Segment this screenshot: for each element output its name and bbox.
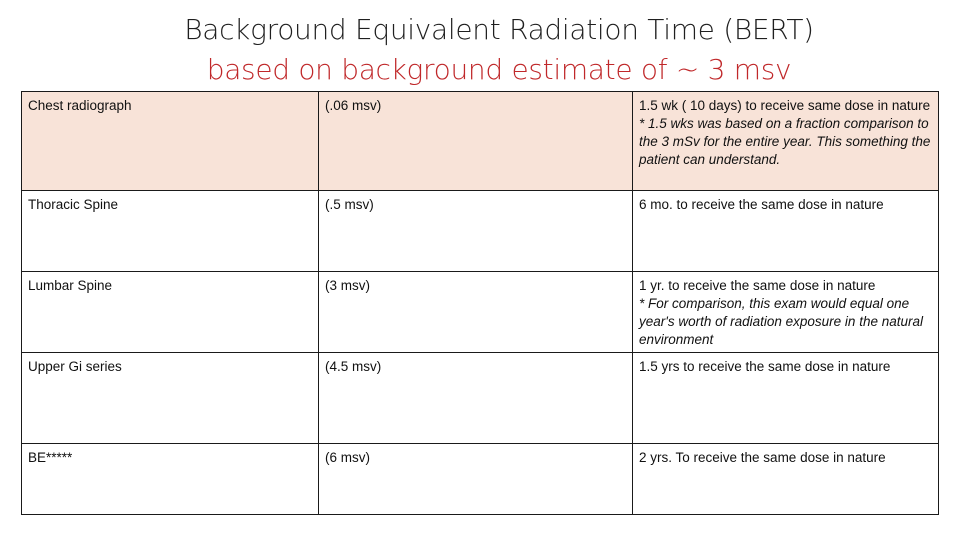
dose-cell: (6 msv) [319, 444, 633, 515]
exam-cell: Upper Gi series [22, 353, 319, 444]
bert-table [21, 91, 939, 515]
time-text: 2 yrs. To receive the same dose in nature [639, 450, 886, 465]
time-text: 1 yr. to receive the same dose in nature [639, 278, 876, 293]
exam-cell: Chest radiograph [22, 92, 319, 191]
time-cell [633, 92, 939, 191]
slide-title [0, 10, 960, 90]
exam-cell: Lumbar Spine [22, 272, 319, 353]
time-text: 1.5 wk ( 10 days) to receive same dose in nature [639, 98, 931, 113]
time-cell [633, 191, 939, 272]
table-row [22, 353, 939, 444]
dose-cell: (.5 msv) [319, 191, 633, 272]
exam-cell: Thoracic Spine [22, 191, 319, 272]
dose-cell: (3 msv) [319, 272, 633, 353]
time-cell [633, 353, 939, 444]
time-text: 1.5 yrs to receive the same dose in nature [639, 359, 891, 374]
table-row [22, 444, 939, 515]
title-line-1: Background Equivalent Radiation Time (BERT) [184, 13, 814, 46]
dose-cell: (.06 msv) [319, 92, 633, 191]
dose-cell: (4.5 msv) [319, 353, 633, 444]
title-line-2: based on background estimate of ~ 3 msv [206, 53, 792, 86]
table-row [22, 191, 939, 272]
time-cell [633, 272, 939, 353]
time-text: 6 mo. to receive the same dose in nature [639, 197, 884, 212]
time-cell [633, 444, 939, 515]
table-row [22, 272, 939, 353]
time-note: * 1.5 wks was based on a fraction comparison to the 3 mSv for the entire year. This something the patient can understand. [639, 116, 931, 167]
exam-cell: BE***** [22, 444, 319, 515]
time-note: * For comparison, this exam would equal one year's worth of radiation exposure in the natural environment [639, 296, 923, 347]
table-row [22, 92, 939, 191]
